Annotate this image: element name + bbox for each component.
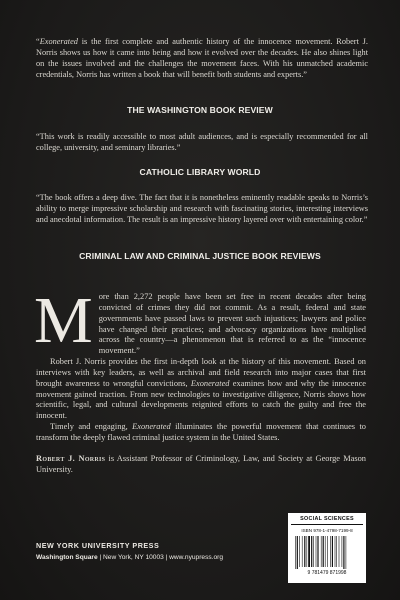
review-quote-1: “Exonerated is the first complete and authentic history of the innocence movement. Robert J. Norris shows us how it came into being and how it evolved over the decades. He also shines light on the issues involved and the challenges the movement faces. With his unmatched academic credentials, Norris has written a book that will benefit both students and experts.” bbox=[36, 37, 368, 79]
description-paragraph-2: Robert J. Norris provides the first in-depth look at the history of this movement. Based on interviews with key leaders, as well as archival and field research into major cases that first brought awareness to wrongful convictions, Exonerated examines how and why the innocence movement gained traction. From new technologies to investigative diligence, Norris shows how scientific, legal, and cultural developments reignited efforts to catch the guilty and free the innocent. bbox=[36, 357, 367, 421]
review-source-1: THE WASHINGTON BOOK REVIEW bbox=[127, 105, 273, 115]
publisher-name: NEW YORK UNIVERSITY PRESS bbox=[36, 541, 160, 550]
review-quote-3: “The book offers a deep dive. The fact that it is nonetheless eminently readable speaks to Norris’s ability to merge impressive scholarship and research with fascinating stories, interesting interviews and anecdotal information. The result is an impressive history layered over with entertaining color.” bbox=[36, 193, 368, 224]
drop-cap: M bbox=[34, 284, 93, 357]
category-label: SOCIAL SCIENCES bbox=[300, 516, 354, 522]
description-paragraph-1: ore than 2,272 people have been set free in recent decades after being convicted of crimes they did not commit. As a result, federal and state governments have passed laws to prevent such injustices; lawyers and police have changed their practices; and advocacy organizations have multiplied across the country—a phenomenon that is referred to as the “innocence movement.” bbox=[98, 292, 366, 356]
review-source-2: CATHOLIC LIBRARY WORLD bbox=[139, 167, 261, 177]
review-source-3: CRIMINAL LAW AND CRIMINAL JUSTICE BOOK REVIEWS bbox=[79, 251, 321, 261]
description-paragraph-3: Timely and engaging, Exonerated illuminates the powerful movement that continues to transform the deeply flawed criminal justice system in the United States. bbox=[36, 422, 366, 442]
review-quote-2: “This work is readily accessible to most adult audiences, and is especially recommended for all college, university, and seminary libraries.” bbox=[36, 132, 368, 152]
isbn-text: ISBN 978-1-4798-7199-8 bbox=[301, 527, 353, 533]
barcode-box bbox=[288, 513, 366, 583]
barcode-digits: 9 781479 871998 bbox=[307, 569, 347, 575]
author-name: Robert J. Norris bbox=[36, 453, 106, 463]
publisher-block bbox=[36, 541, 223, 561]
book-description bbox=[34, 284, 367, 476]
barcode-icon bbox=[292, 535, 362, 575]
author-bio: Robert J. Norris is Assistant Professor of Criminology, Law, and Society at George Mason University. bbox=[36, 453, 366, 474]
category-divider bbox=[291, 524, 363, 525]
publisher-address: Washington Square | New York, NY 10003 | www.nyupress.org bbox=[36, 554, 224, 561]
book-title-italic: Exonerated bbox=[39, 37, 78, 46]
